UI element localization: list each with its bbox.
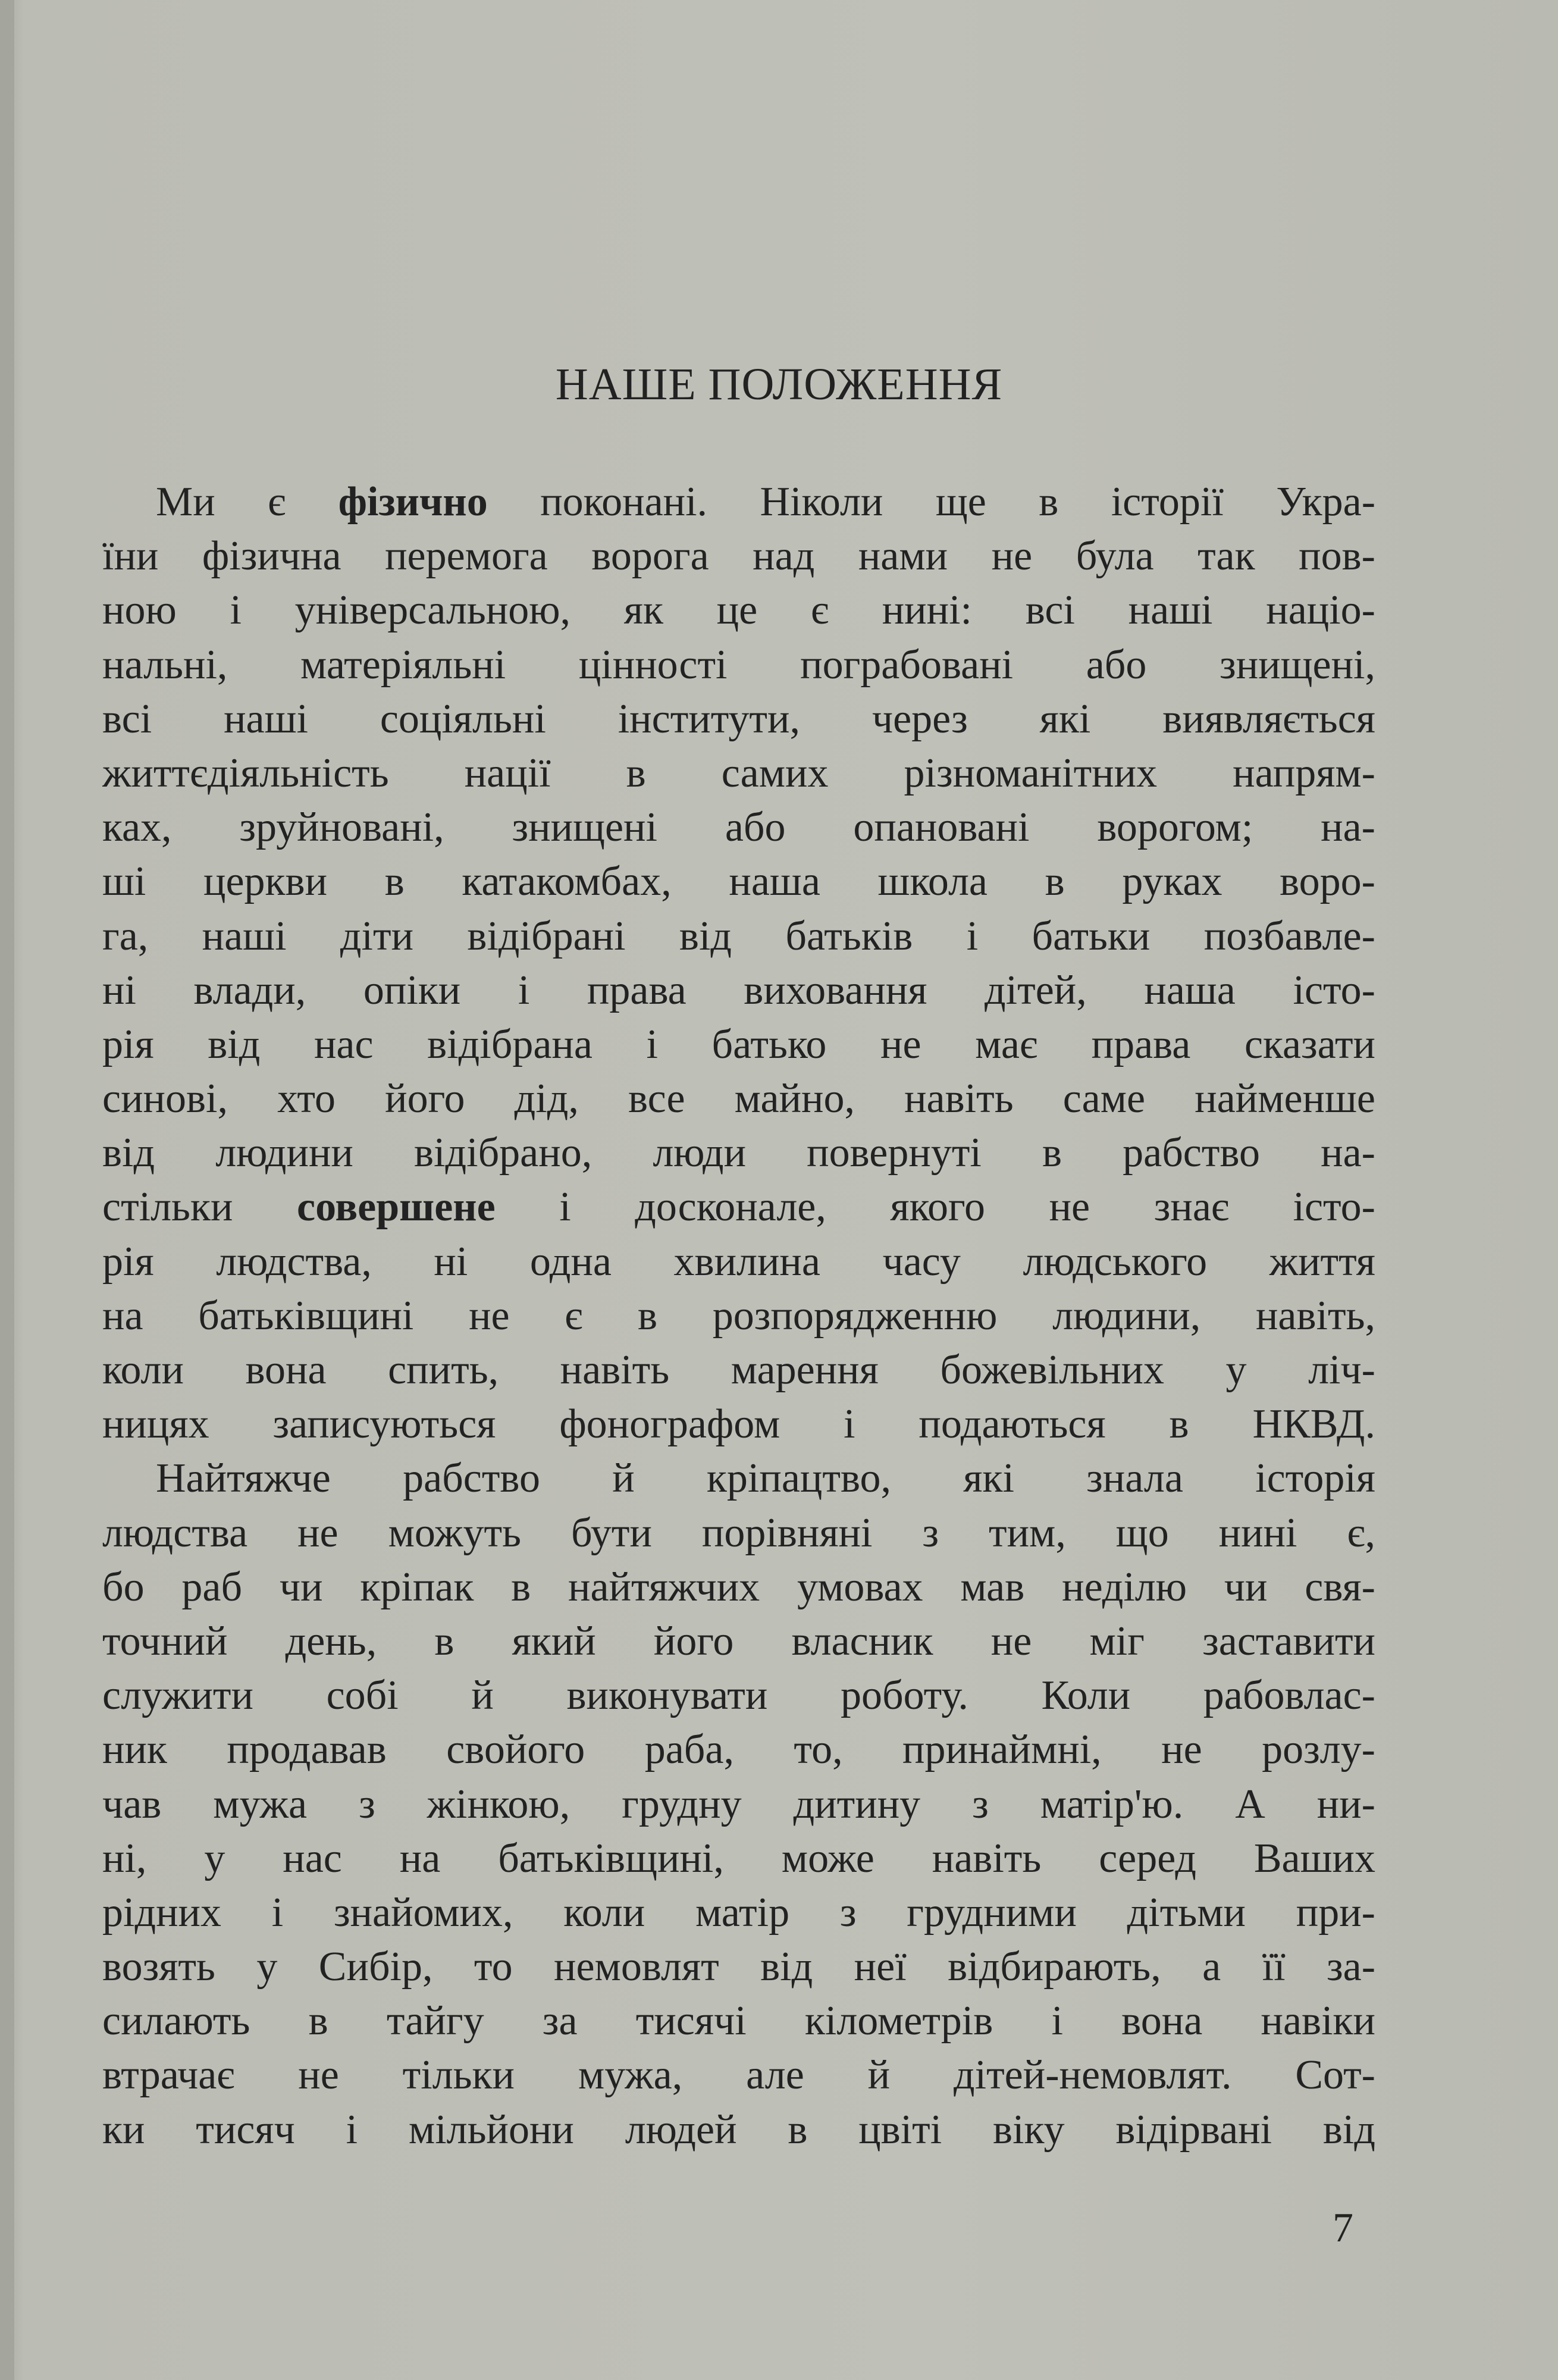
text-line: стільки совершене і досконале, якого не знає істо-: [102, 1184, 1375, 1230]
text-line: людства не можуть бути порівняні з тим, що нині є,: [102, 1510, 1375, 1556]
text-line: коли вона спить, навіть марення божевільних у ліч-: [102, 1347, 1375, 1393]
text-line: рія від нас відібрана і батько не має права сказати: [102, 1021, 1375, 1067]
text-line: нальні, матеріяльні цінності пограбовані або знищені,: [102, 641, 1375, 688]
text-line: від людини відібрано, люди повернуті в рабство на-: [102, 1130, 1375, 1176]
paragraph-1: [102, 475, 1375, 1451]
text-line: Найтяжче рабство й кріпацтво, які знала історія: [156, 1455, 1375, 1502]
text-line: синові, хто його дід, все майно, навіть саме найменше: [102, 1076, 1375, 1122]
text-line: бо раб чи кріпак в найтяжчих умовах мав неділю чи свя-: [102, 1564, 1375, 1610]
text-line: втрачає не тільки мужа, але й дітей-немовлят. Сот-: [102, 2052, 1375, 2099]
text-line: ки тисяч і мільйони людей в цвіті віку відірвані від: [102, 2106, 1375, 2153]
text-line: рія людства, ні одна хвилина часу людського життя: [102, 1238, 1375, 1285]
text-line: Ми є фізично поконані. Ніколи ще в історії Укра-: [156, 479, 1375, 525]
paragraph-2: [102, 1451, 1375, 2156]
text-line: ші церкви в катакомбах, наша школа в руках воро-: [102, 859, 1375, 905]
text-line: возять у Сибір, то немовлят від неї відбирають, а її за-: [102, 1944, 1375, 1990]
text-line: силають в тайгу за тисячі кілометрів і вона навіки: [102, 1998, 1375, 2044]
text-line: чав мужа з жінкою, грудну дитину з матір'ю. А ни-: [102, 1781, 1375, 1827]
text-line: га, наші діти відібрані від батьків і батьки позбавле-: [102, 913, 1375, 959]
text-line: ницях записуються фонографом і подаються в НКВД.: [102, 1401, 1375, 1448]
text-line: ні влади, опіки і права виховання дітей, наша істо-: [102, 967, 1375, 1013]
text-line: життєдіяльність нації в самих різноманітних напрям-: [102, 750, 1375, 796]
text-line: ні, у нас на батьківщині, може навіть серед Ваших: [102, 1835, 1375, 1881]
text-line: ках, зруйновані, знищені або опановані ворогом; на-: [102, 804, 1375, 851]
text-line: всі наші соціяльні інститути, через які виявляється: [102, 696, 1375, 742]
text-line: ник продавав свойого раба, то, принаймні, не розлу-: [102, 1727, 1375, 1773]
page-binding-edge: [0, 0, 14, 2380]
text-line: точний день, в який його власник не міг заставити: [102, 1618, 1375, 1664]
text-line: рідних і знайомих, коли матір з грудними дітьми при-: [102, 1889, 1375, 1936]
page-number: 7: [1333, 2205, 1353, 2251]
text-line: на батьківщині не є в розпорядженню людини, навіть,: [102, 1292, 1375, 1339]
emphasized-word: совершене: [297, 1184, 496, 1230]
body-text: [102, 475, 1375, 2157]
text-line: ною і універсальною, як це є нині: всі наші націо-: [102, 587, 1375, 634]
text-line: служити собі й виконувати роботу. Коли рабовлас-: [102, 1673, 1375, 1719]
text-line: їни фізична перемога ворога над нами не була так пов-: [102, 533, 1375, 580]
page-title: НАШЕ ПОЛОЖЕННЯ: [555, 359, 1003, 409]
emphasized-word: фізично: [338, 479, 488, 525]
